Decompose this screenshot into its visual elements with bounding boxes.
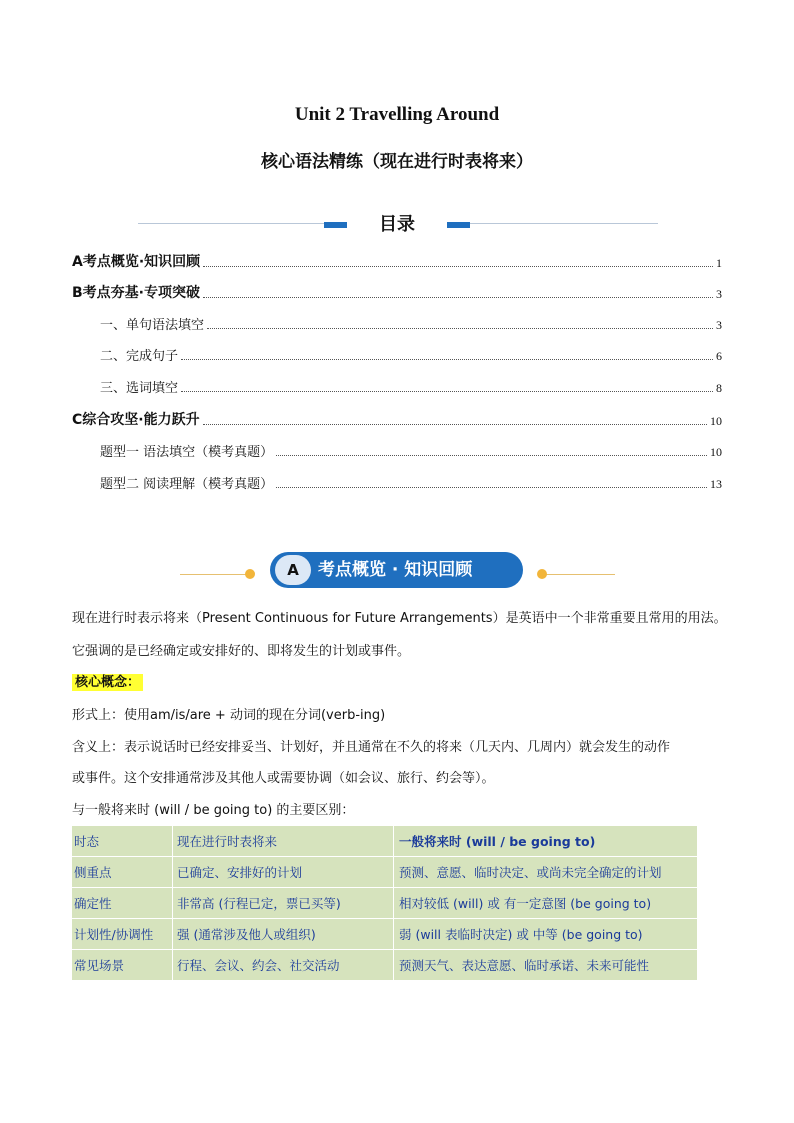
comparison-table — [72, 826, 698, 981]
table-row — [72, 950, 698, 981]
toc-entry-page: 8 — [716, 381, 722, 395]
toc-entry-page: 6 — [716, 349, 722, 363]
table-cell: 弱 (will 表临时决定) 或 中等 (be going to) — [394, 919, 698, 950]
toc-leader-dots — [276, 455, 707, 456]
table-row — [72, 857, 698, 888]
intro-paragraph-line-2: 它强调的是已经确定或安排好的、即将发生的计划或事件。 — [72, 644, 411, 659]
page-title: Unit 2 Travelling Around — [294, 104, 500, 125]
toc-leader-dots — [207, 328, 713, 329]
section-letter-badge: A — [275, 555, 311, 585]
toc-entry-page: 10 — [710, 445, 722, 459]
toc-entry[interactable] — [72, 251, 722, 271]
table-cell: 计划性/协调性 — [72, 919, 173, 950]
section-title: 考点概览 · 知识回顾 — [318, 560, 473, 580]
toc-entry-label: 题型二 阅读理解（模考真题） — [100, 477, 274, 492]
table-cell: 侧重点 — [72, 857, 173, 888]
toc-entry-label: A考点概览·知识回顾 — [72, 254, 201, 270]
toc-entry-label: 题型一 语法填空（模考真题） — [100, 445, 274, 460]
toc-leader-dots — [203, 424, 707, 425]
table-row — [72, 826, 698, 857]
toc-entry-label: 二、完成句子 — [100, 349, 179, 364]
toc-entry-label: C综合攻坚·能力跃升 — [72, 412, 200, 428]
table-cell: 现在进行时表将来 — [173, 826, 394, 857]
toc-entry-label: 一、单句语法填空 — [100, 318, 205, 333]
table-cell: 已确定、安排好的计划 — [173, 857, 394, 888]
section-banner-dot-right — [537, 569, 547, 579]
table-cell: 预测、意愿、临时决定、或尚未完全确定的计划 — [394, 857, 698, 888]
core-concept-heading — [72, 668, 732, 698]
toc-entry[interactable] — [100, 377, 722, 396]
toc-entry-page: 1 — [716, 256, 722, 270]
core-concept-label: 核心概念： — [72, 674, 143, 691]
intro-paragraph-line-1: 现在进行时表示将来（Present Continuous for Future Arrangements）是英语中一个非常重要且常用的用法。 — [72, 611, 727, 626]
toc-entry-page: 3 — [716, 287, 722, 301]
table-cell: 一般将来时 (will / be going to) — [394, 826, 698, 857]
toc-leader-dots — [203, 297, 713, 298]
toc-entry-label: 三、选词填空 — [100, 381, 179, 396]
section-banner-line-left — [180, 574, 250, 575]
toc-entry-page: 13 — [710, 477, 722, 491]
table-cell: 预测天气、表达意愿、临时承诺、未来可能性 — [394, 950, 698, 981]
table-cell: 相对较低 (will) 或 有一定意图 (be going to) — [394, 888, 698, 919]
toc-entry-page: 3 — [716, 318, 722, 332]
table-row — [72, 888, 698, 919]
table-cell: 强 (通常涉及他人或组织) — [173, 919, 394, 950]
table-cell: 非常高 (行程已定，票已买等) — [173, 888, 394, 919]
toc-entry-label: B考点夯基·专项突破 — [72, 285, 200, 301]
toc-entry[interactable] — [100, 314, 722, 333]
table-cell: 确定性 — [72, 888, 173, 919]
table-row — [72, 919, 698, 950]
comparison-intro: 与一般将来时 (will / be going to) 的主要区别： — [72, 803, 355, 818]
toc-entry[interactable] — [100, 473, 722, 492]
form-description: 形式上：使用am/is/are + 动词的现在分词(verb-ing) — [72, 708, 386, 723]
section-banner-line-right — [545, 574, 615, 575]
table-cell: 常见场景 — [72, 950, 173, 981]
table-cell: 行程、会议、约会、社交活动 — [173, 950, 394, 981]
table-cell: 时态 — [72, 826, 173, 857]
toc-entry[interactable] — [72, 409, 722, 429]
page-subtitle: 核心语法精练（现在进行时表将来） — [261, 152, 533, 172]
toc-entry[interactable] — [100, 345, 722, 364]
meaning-description-line-2: 或事件。这个安排通常涉及其他人或需要协调（如会议、旅行、约会等）。 — [72, 771, 495, 786]
toc-leader-dots — [203, 266, 713, 267]
toc-entry-page: 10 — [710, 414, 722, 428]
toc-entry[interactable] — [100, 441, 722, 460]
meaning-description-line-1: 含义上：表示说话时已经安排妥当、计划好，并且通常在不久的将来（几天内、几周内）就会发生的动作 — [72, 740, 671, 755]
toc-entry[interactable] — [72, 282, 722, 302]
section-banner-dot-left — [245, 569, 255, 579]
toc-leader-dots — [276, 487, 707, 488]
toc-leader-dots — [181, 391, 713, 392]
toc-heading: 目录 — [347, 210, 447, 236]
toc-leader-dots — [181, 359, 713, 360]
